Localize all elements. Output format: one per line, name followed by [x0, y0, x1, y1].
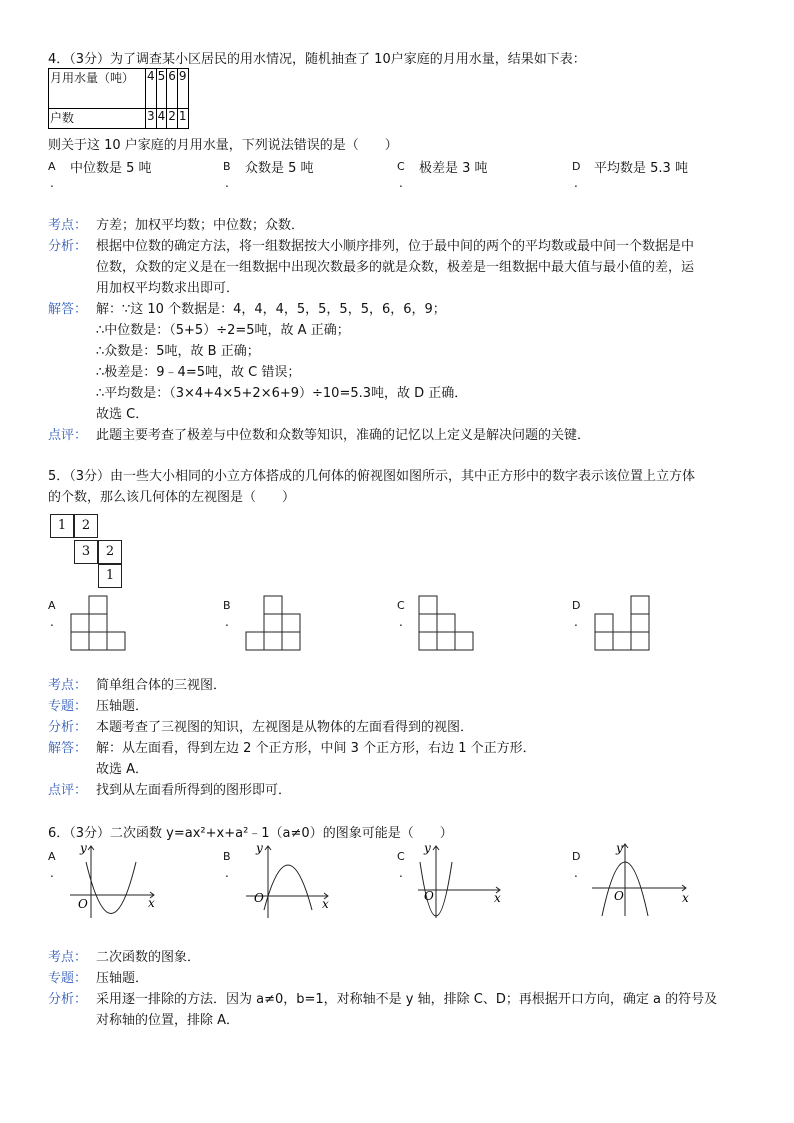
option-letter: B [223, 160, 231, 173]
grid-cell: 1 [98, 564, 122, 588]
left-view-option-a [70, 594, 130, 652]
x-axis-label: x [494, 891, 501, 905]
q5-kaodian [48, 675, 748, 696]
option-letter: C [397, 599, 405, 612]
kaodian-text: 方差；加权平均数；中位数；众数． [96, 218, 305, 233]
table-cell: 6 [167, 69, 178, 109]
option-letter: B [223, 599, 231, 612]
option-dot: . [574, 866, 578, 880]
table-cell: 1 [177, 109, 188, 129]
dianping-text: 此题主要考查了极差与中位数和众数等知识，准确的记忆以上定义是解决问题的关键． [96, 428, 591, 443]
jieda-line: ∴平均数是：（3×4+4×5+2×6+9）÷10=5.3吨，故 D 正确． [96, 386, 468, 401]
option-dot: . [50, 866, 54, 880]
parabola-graph-a [66, 840, 166, 922]
table-row1-label: 月用水量（吨） [49, 69, 146, 109]
jieda-line: 解：∵这 10 个数据是：4，4，4，5，5，5，5，6，6，9； [96, 302, 446, 317]
table-cell: 2 [167, 109, 178, 129]
parabola-graph-c [414, 840, 514, 922]
label-fenxi: 分析： [48, 992, 88, 1007]
zhuanti-text: 压轴题． [96, 699, 149, 714]
fenxi-line: 位数，众数的定义是在一组数据中出现次数最多的就是众数，极差是一组数据中最大值与最小值的差，运 [96, 260, 695, 275]
label-jieda: 解答： [48, 741, 88, 756]
fenxi-text: 本题考查了三视图的知识，左视图是从物体的左面看得到的视图． [96, 720, 474, 735]
label-fenxi: 分析： [48, 720, 88, 735]
q4-fenxi [48, 236, 748, 299]
option-letter: A [48, 599, 56, 612]
parabola-graph-d [588, 838, 692, 922]
dianping-text: 找到从左面看所得到的图形即可． [96, 783, 292, 798]
fenxi-line: 采用逐一排除的方法．因为 a≠0，b=1，对称轴不是 y 轴，排除 C、D；再根据开口方向，确定 a 的符号及 [96, 992, 718, 1007]
left-view-option-c [418, 594, 478, 652]
q5-fenxi [48, 717, 748, 738]
grid-cell: 2 [98, 540, 122, 564]
q5-dianping [48, 780, 748, 801]
kaodian-text: 二次函数的图象． [96, 950, 201, 965]
y-axis-label: y [616, 841, 623, 855]
label-kaodian: 考点： [48, 950, 88, 965]
option-dot: . [574, 615, 578, 629]
q4-jieda [48, 299, 748, 425]
fenxi-line: 用加权平均数求出即可． [96, 281, 240, 296]
option-dot: . [50, 615, 54, 629]
q4-question: 则关于这 10 户家庭的月用水量，下列说法错误的是（ ） [48, 138, 398, 153]
option-text: 众数是 5 吨 [245, 161, 314, 176]
stem-line: 的个数，那么该几何体的左视图是（ ） [48, 490, 296, 505]
q4-dianping [48, 425, 748, 446]
q6-stem: 6．（3分）二次函数 y=ax²+x+a²﹣1（a≠0）的图象可能是（ ） [48, 826, 453, 841]
x-axis-label: x [148, 896, 155, 910]
table-cell: 3 [146, 109, 157, 129]
left-view-option-b [245, 594, 305, 652]
jieda-line: 解：从左面看，得到左边 2 个正方形，中间 3 个正方形，右边 1 个正方形． [96, 741, 536, 756]
label-kaodian: 考点： [48, 218, 88, 233]
label-dianping: 点评： [48, 428, 88, 443]
jieda-line: ∴极差是：9﹣4=5吨，故 C 错误； [96, 365, 301, 380]
x-axis-label: x [682, 891, 689, 905]
table-row2-label: 户数 [49, 109, 146, 129]
option-letter: D [572, 599, 581, 612]
y-axis-label: y [424, 841, 431, 855]
option-letter: C [397, 850, 405, 863]
origin-label: O [254, 891, 264, 905]
parabola-graph-b [242, 840, 342, 922]
fenxi-line: 根据中位数的确定方法，将一组数据按大小顺序排列，位于最中间的两个的平均数或最中间一个数据是中 [96, 239, 695, 254]
option-dot: . [225, 866, 229, 880]
fenxi-line: 对称轴的位置，排除 A． [96, 1013, 240, 1028]
table-cell: 9 [177, 69, 188, 109]
q5-jieda [48, 738, 748, 780]
stem-line: 5．（3分）由一些大小相同的小立方体搭成的几何体的俯视图如图所示，其中正方形中的数字表示该位置上立方体 [48, 469, 696, 484]
origin-label: O [78, 897, 88, 911]
q5-stem [48, 466, 695, 508]
q4-stem: 4．（3分）为了调查某小区居民的用水情况，随机抽查了 10户家庭的月用水量，结果如下表： [48, 52, 586, 67]
label-zhuanti: 专题： [48, 699, 88, 714]
option-dot: . [50, 176, 54, 190]
jieda-line: ∴中位数是：（5+5）÷2=5吨，故 A 正确； [96, 323, 350, 338]
q5-zhuanti [48, 696, 748, 717]
option-text: 平均数是 5.3 吨 [594, 161, 688, 176]
zhuanti-text: 压轴题． [96, 971, 149, 986]
q6-fenxi [48, 989, 748, 1031]
table-cell: 5 [156, 69, 167, 109]
x-axis-label: x [322, 897, 329, 911]
option-letter: C [397, 160, 405, 173]
label-kaodian: 考点： [48, 678, 88, 693]
option-dot: . [225, 176, 229, 190]
origin-label: O [424, 889, 434, 903]
grid-cell: 3 [74, 540, 98, 564]
q4-kaodian [48, 215, 748, 236]
option-dot: . [399, 615, 403, 629]
label-zhuanti: 专题： [48, 971, 88, 986]
grid-cell: 1 [50, 514, 74, 538]
grid-cell: 2 [74, 514, 98, 538]
jieda-line: 故选 A． [96, 762, 149, 777]
table-cell: 4 [146, 69, 157, 109]
option-letter: A [48, 850, 56, 863]
parabola-curve [264, 865, 312, 910]
label-fenxi: 分析： [48, 239, 88, 254]
option-dot: . [225, 615, 229, 629]
option-text: 中位数是 5 吨 [70, 161, 152, 176]
option-dot: . [399, 176, 403, 190]
label-dianping: 点评： [48, 783, 88, 798]
option-letter: D [572, 850, 581, 863]
option-letter: D [572, 160, 581, 173]
jieda-line: 故选 C． [96, 407, 149, 422]
parabola-curve [86, 862, 136, 914]
kaodian-text: 简单组合体的三视图． [96, 678, 227, 693]
q6-zhuanti [48, 968, 748, 989]
option-text: 极差是 3 吨 [419, 161, 488, 176]
left-view-option-d [594, 594, 654, 652]
q6-kaodian [48, 947, 748, 968]
option-letter: A [48, 160, 56, 173]
option-dot: . [399, 866, 403, 880]
origin-label: O [614, 889, 624, 903]
y-axis-label: y [80, 841, 87, 855]
jieda-line: ∴众数是：5吨，故 B 正确； [96, 344, 260, 359]
label-jieda: 解答： [48, 302, 88, 317]
option-letter: B [223, 850, 231, 863]
option-dot: . [574, 176, 578, 190]
y-axis-label: y [256, 841, 263, 855]
water-usage-table [48, 68, 189, 129]
table-cell: 4 [156, 109, 167, 129]
